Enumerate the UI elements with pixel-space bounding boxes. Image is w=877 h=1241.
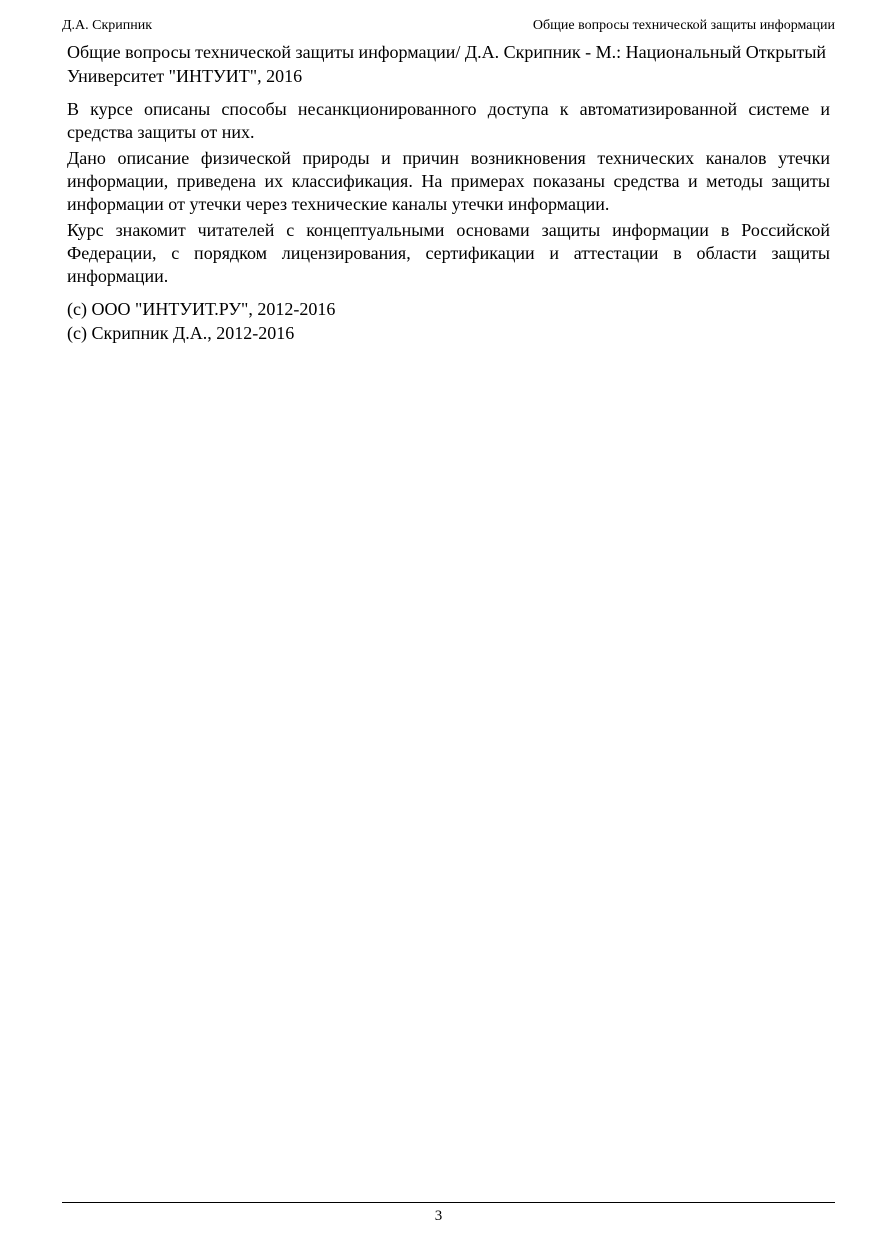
annotation-paragraph: Курс знакомит читателей с концептуальными основами защиты информации в Российской Федерации, с порядком лицензирования, сертификации и аттестации в области защиты информации. xyxy=(67,220,830,286)
copyright-line: (c) ООО "ИНТУИТ.РУ", 2012-2016 xyxy=(67,299,336,319)
course-annotation xyxy=(67,98,830,288)
header-title: Общие вопросы технической защиты информации xyxy=(532,18,835,33)
bibliographic-citation: Общие вопросы технической защиты информации/ Д.А. Скрипник - М.: Национальный Открытый Университет "ИНТУИТ", 2016 xyxy=(67,42,827,86)
footer-divider xyxy=(62,1202,835,1203)
annotation-paragraph: В курсе описаны способы несанкционированного доступа к автоматизированной системе и средства защиты от них. xyxy=(67,99,830,142)
running-header xyxy=(62,17,835,35)
copyright-line: (c) Скрипник Д.А., 2012-2016 xyxy=(67,323,295,343)
page-content xyxy=(67,40,830,345)
header-author: Д.А. Скрипник xyxy=(62,18,153,33)
page-number: 3 xyxy=(434,1208,443,1224)
copyright-block xyxy=(67,297,830,345)
annotation-paragraph: Дано описание физической природы и причин возникновения технических каналов утечки информации, приведена их классификация. На примерах показаны средства и методы защиты информации от утечки через технические каналы утечки информации. xyxy=(67,148,830,214)
